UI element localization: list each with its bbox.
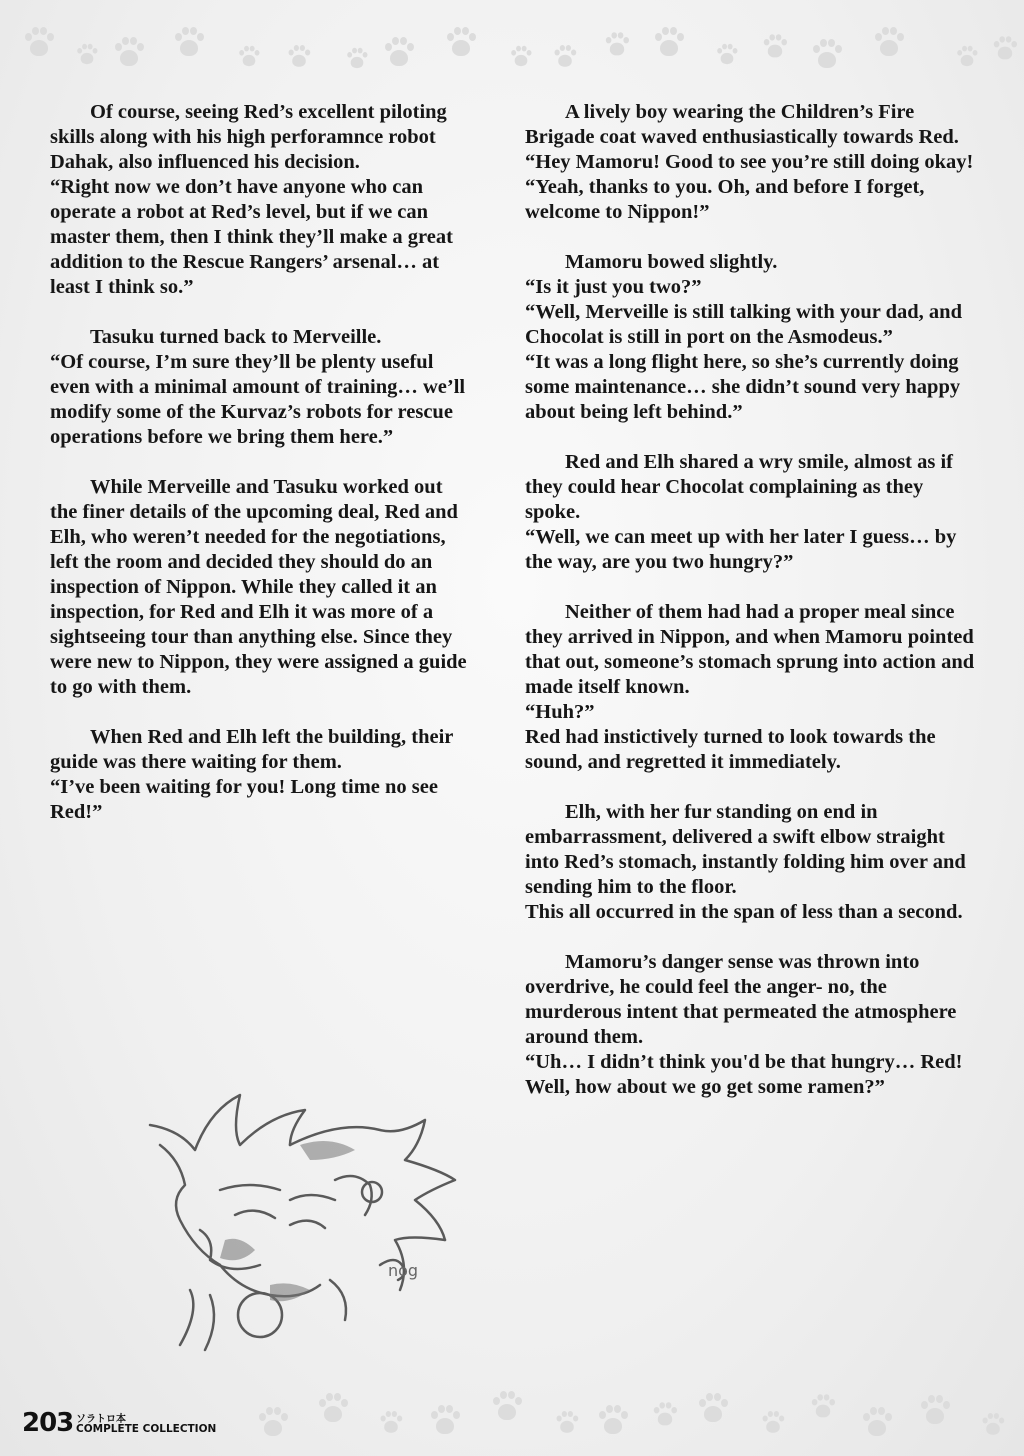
page-number: 203 — [22, 1408, 74, 1438]
paw-print-icon — [872, 26, 906, 60]
illustration-signature: nog — [388, 1261, 419, 1280]
text-line: “Right now we don’t have anyone who can operate a robot at Red’s level, but if we can master them, then I think they’ll make a great addition to the Rescue Rangers’ arsenal… at least I think so.” — [50, 176, 453, 298]
paragraph — [525, 950, 975, 1100]
paw-print-icon — [596, 1404, 630, 1438]
text-line: “Yeah, thanks to you. Oh, and before I forget, welcome to Nippon!” — [525, 176, 925, 223]
paw-print-icon — [761, 33, 788, 60]
paw-print-icon — [980, 1412, 1006, 1438]
paragraph — [50, 100, 470, 300]
text-line: While Merveille and Tasuku worked out the finer details of the upcoming deal, Red and Elh, who weren’t needed for the negotiations, left the room and decided they should do an inspection of Nippon. While they called it an inspection, for Red and Elh it was more of a sightseeing tour than anything else. Since they were new to Nippon, they were assigned a guide to go with them. — [50, 476, 467, 698]
paw-print-icon — [172, 26, 206, 60]
left-text-column — [50, 100, 470, 850]
paw-print-icon — [918, 1394, 952, 1428]
paw-print-icon — [991, 35, 1018, 62]
paw-print-icon — [810, 38, 844, 72]
paragraph — [525, 100, 975, 225]
paw-print-icon — [696, 1392, 730, 1426]
paw-print-icon — [237, 45, 261, 69]
paw-print-icon — [22, 26, 56, 60]
paw-print-icon — [444, 26, 478, 60]
paw-border-bottom — [0, 1386, 1024, 1446]
paw-print-icon — [651, 1401, 678, 1428]
text-line: Mamoru bowed slightly. — [565, 251, 778, 273]
paragraph — [525, 600, 975, 775]
paw-print-icon — [509, 45, 533, 69]
text-line: When Red and Elh left the building, their guide was there waiting for them. — [50, 726, 453, 773]
paw-print-icon — [955, 45, 979, 69]
paw-print-icon — [603, 31, 630, 58]
paragraph — [50, 725, 470, 825]
paw-border-top — [0, 12, 1024, 72]
paragraph — [50, 325, 470, 450]
text-line: Red and Elh shared a wry smile, almost as if they could hear Chocolat complaining as they spoke. — [525, 451, 954, 523]
text-line: A lively boy wearing the Children’s Fire Brigade coat waved enthusiastically towards Red. — [525, 101, 959, 148]
text-line: “Well, Merveille is still talking with your dad, and Chocolat is still in port on the Asmodeus.” — [525, 301, 962, 348]
right-text-column — [525, 100, 975, 1125]
collection-label: COMPLETE COLLECTION — [76, 1423, 217, 1435]
paw-print-icon — [286, 44, 312, 70]
paw-print-icon — [809, 1393, 836, 1420]
paragraph — [525, 450, 975, 575]
text-line: Elh, with her fur standing on end in embarrassment, delivered a swift elbow straight into Red’s stomach, instantly folding him over and sending him to the floor. — [525, 801, 966, 898]
paw-print-icon — [552, 44, 578, 70]
text-line: Tasuku turned back to Merveille. — [90, 326, 382, 348]
text-line: “Uh… I didn’t think you'd be that hungry… Red! Well, how about we go get some ramen?” — [525, 1051, 963, 1098]
paw-print-icon — [256, 1406, 290, 1440]
paw-print-icon — [652, 26, 686, 60]
paw-print-icon — [760, 1410, 786, 1436]
text-line: “I’ve been waiting for you! Long time no see Red!” — [50, 776, 438, 823]
paw-print-icon — [428, 1404, 462, 1438]
text-line: “Well, we can meet up with her later I guess… by the way, are you two hungry?” — [525, 526, 957, 573]
paw-print-icon — [316, 1392, 350, 1426]
text-line: “Hey Mamoru! Good to see you’re still doing okay! — [525, 151, 974, 173]
paw-print-icon — [715, 43, 739, 67]
paw-print-icon — [490, 1390, 524, 1424]
paw-print-icon — [382, 36, 416, 70]
paw-print-icon — [112, 36, 146, 70]
text-line: “Huh?” — [525, 701, 595, 723]
paw-print-icon — [345, 47, 369, 71]
text-line: Of course, seeing Red’s excellent piloting skills along with his high perforamnce robot Dahak, also influenced his decision. — [50, 101, 447, 173]
book-title: ソラトロ本 — [76, 1414, 126, 1425]
text-line: “Is it just you two?” — [525, 276, 702, 298]
paw-print-icon — [554, 1410, 580, 1436]
paw-print-icon — [860, 1406, 894, 1440]
text-line: Mamoru’s danger sense was thrown into overdrive, he could feel the anger- no, the murderous intent that permeated the atmosphere around them. — [525, 951, 957, 1048]
text-line: “It was a long flight here, so she’s currently doing some maintenance… she didn’t sound very happy about being left behind.” — [525, 351, 961, 423]
paragraph — [525, 800, 975, 925]
text-line: “Of course, I’m sure they’ll be plenty useful even with a minimal amount of training… we’ll modify some of the Kurvaz’s robots for rescue operations before we bring them here.” — [50, 351, 466, 448]
character-sketch-illustration — [140, 1090, 460, 1355]
paragraph — [525, 250, 975, 425]
paw-print-icon — [75, 43, 99, 67]
text-line: This all occurred in the span of less than a second. — [525, 901, 963, 923]
paragraph — [50, 475, 470, 700]
text-line: Neither of them had had a proper meal since they arrived in Nippon, and when Mamoru pointed that out, someone’s stomach sprung into action and made itself known. — [525, 601, 975, 698]
text-line: Red had instictively turned to look towards the sound, and regretted it immediately. — [525, 726, 936, 773]
paw-print-icon — [378, 1410, 404, 1436]
